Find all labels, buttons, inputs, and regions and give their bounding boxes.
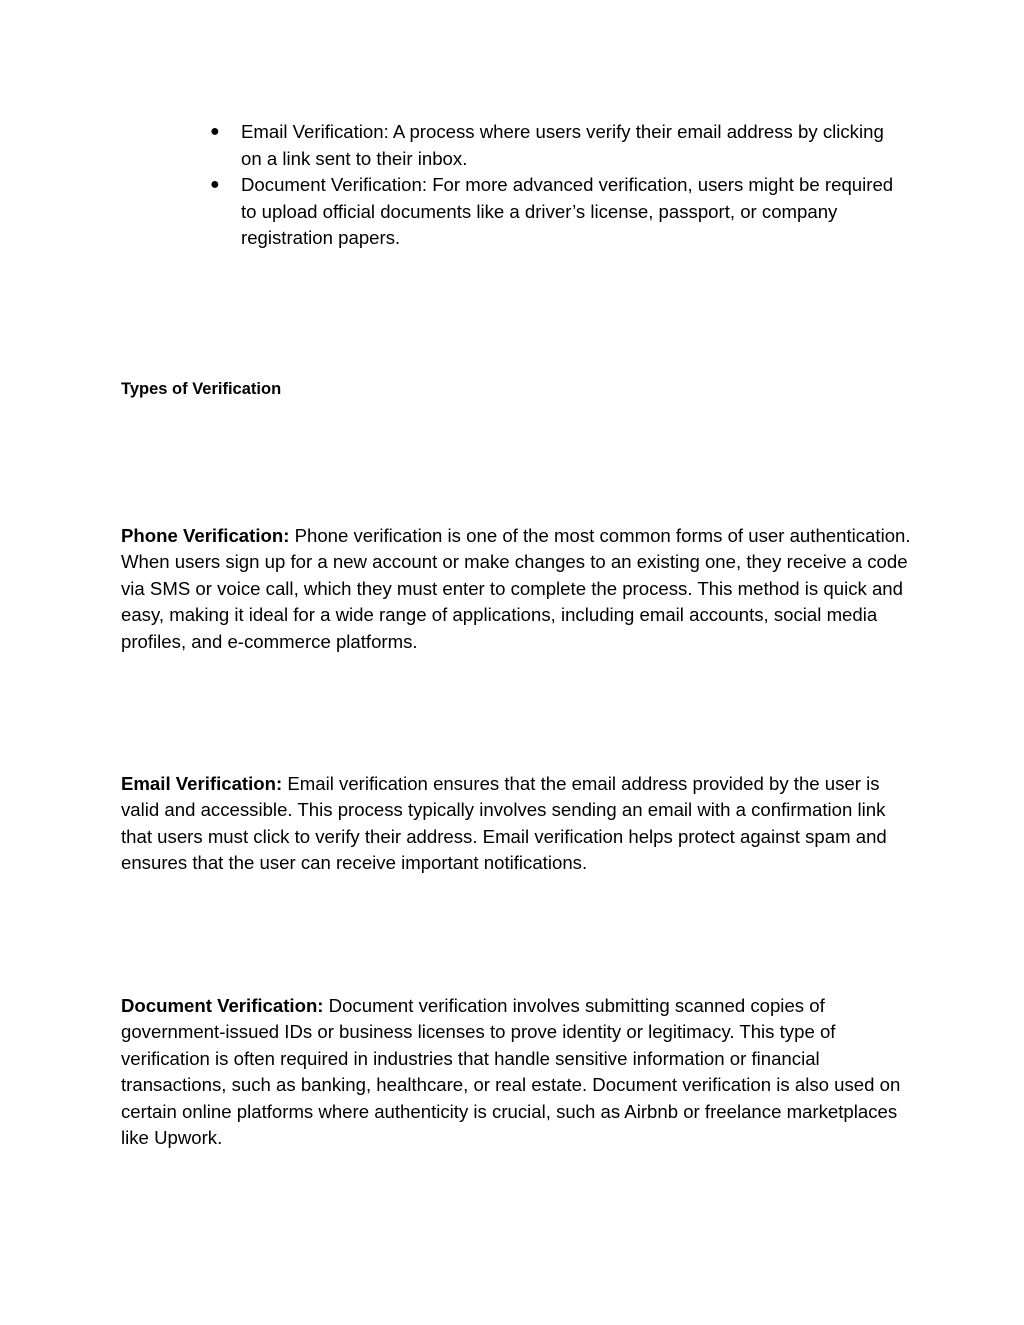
- paragraph-body: Phone verification is one of the most common forms of user authentication. When users sign up for a new account or make changes to an existing one, they receive a code via SMS or voice call, which they must enter to complete the process. This method is quick and easy, making it ideal for a wide range of applications, including email accounts, social media profiles, and e-commerce platforms.: [121, 525, 911, 652]
- paragraph-term: Email Verification:: [121, 773, 283, 794]
- phone-verification-paragraph: [121, 523, 911, 655]
- verification-bullet-list: [210, 119, 900, 252]
- paragraph-term: Phone Verification:: [121, 525, 290, 546]
- bullet-text: Document Verification: For more advanced verification, users might be required to upload official documents like a driver’s license, passport, or company registration papers.: [241, 174, 894, 249]
- document-verification-paragraph: [121, 993, 911, 1151]
- bullet-item-document-verification: [210, 172, 900, 252]
- bullet-icon: ●: [210, 176, 220, 194]
- bullet-text: Email Verification: A process where users verify their email address by clicking on a link sent to their inbox.: [241, 121, 884, 169]
- paragraph-term: Document Verification:: [121, 995, 324, 1016]
- email-verification-paragraph: [121, 771, 911, 877]
- bullet-icon: ●: [210, 123, 220, 140]
- section-heading: Types of Verification: [121, 380, 282, 398]
- paragraph-body: Document verification involves submitting scanned copies of government-issued IDs or business licenses to prove identity or legitimacy. This type of verification is often required in industries that handle sensitive information or financial transactions, such as banking, healthcare, or real estate. Document verification is also used on certain online platforms where authenticity is crucial, such as Airbnb or freelance marketplaces like Upwork.: [121, 995, 901, 1149]
- paragraph-body: Email verification ensures that the email address provided by the user is valid and accessible. This process typically involves sending an email with a confirmation link that users must click to verify their address. Email verification helps protect against spam and ensures that the user can receive important notifications.: [121, 773, 887, 874]
- bullet-item-email-verification: [210, 119, 900, 172]
